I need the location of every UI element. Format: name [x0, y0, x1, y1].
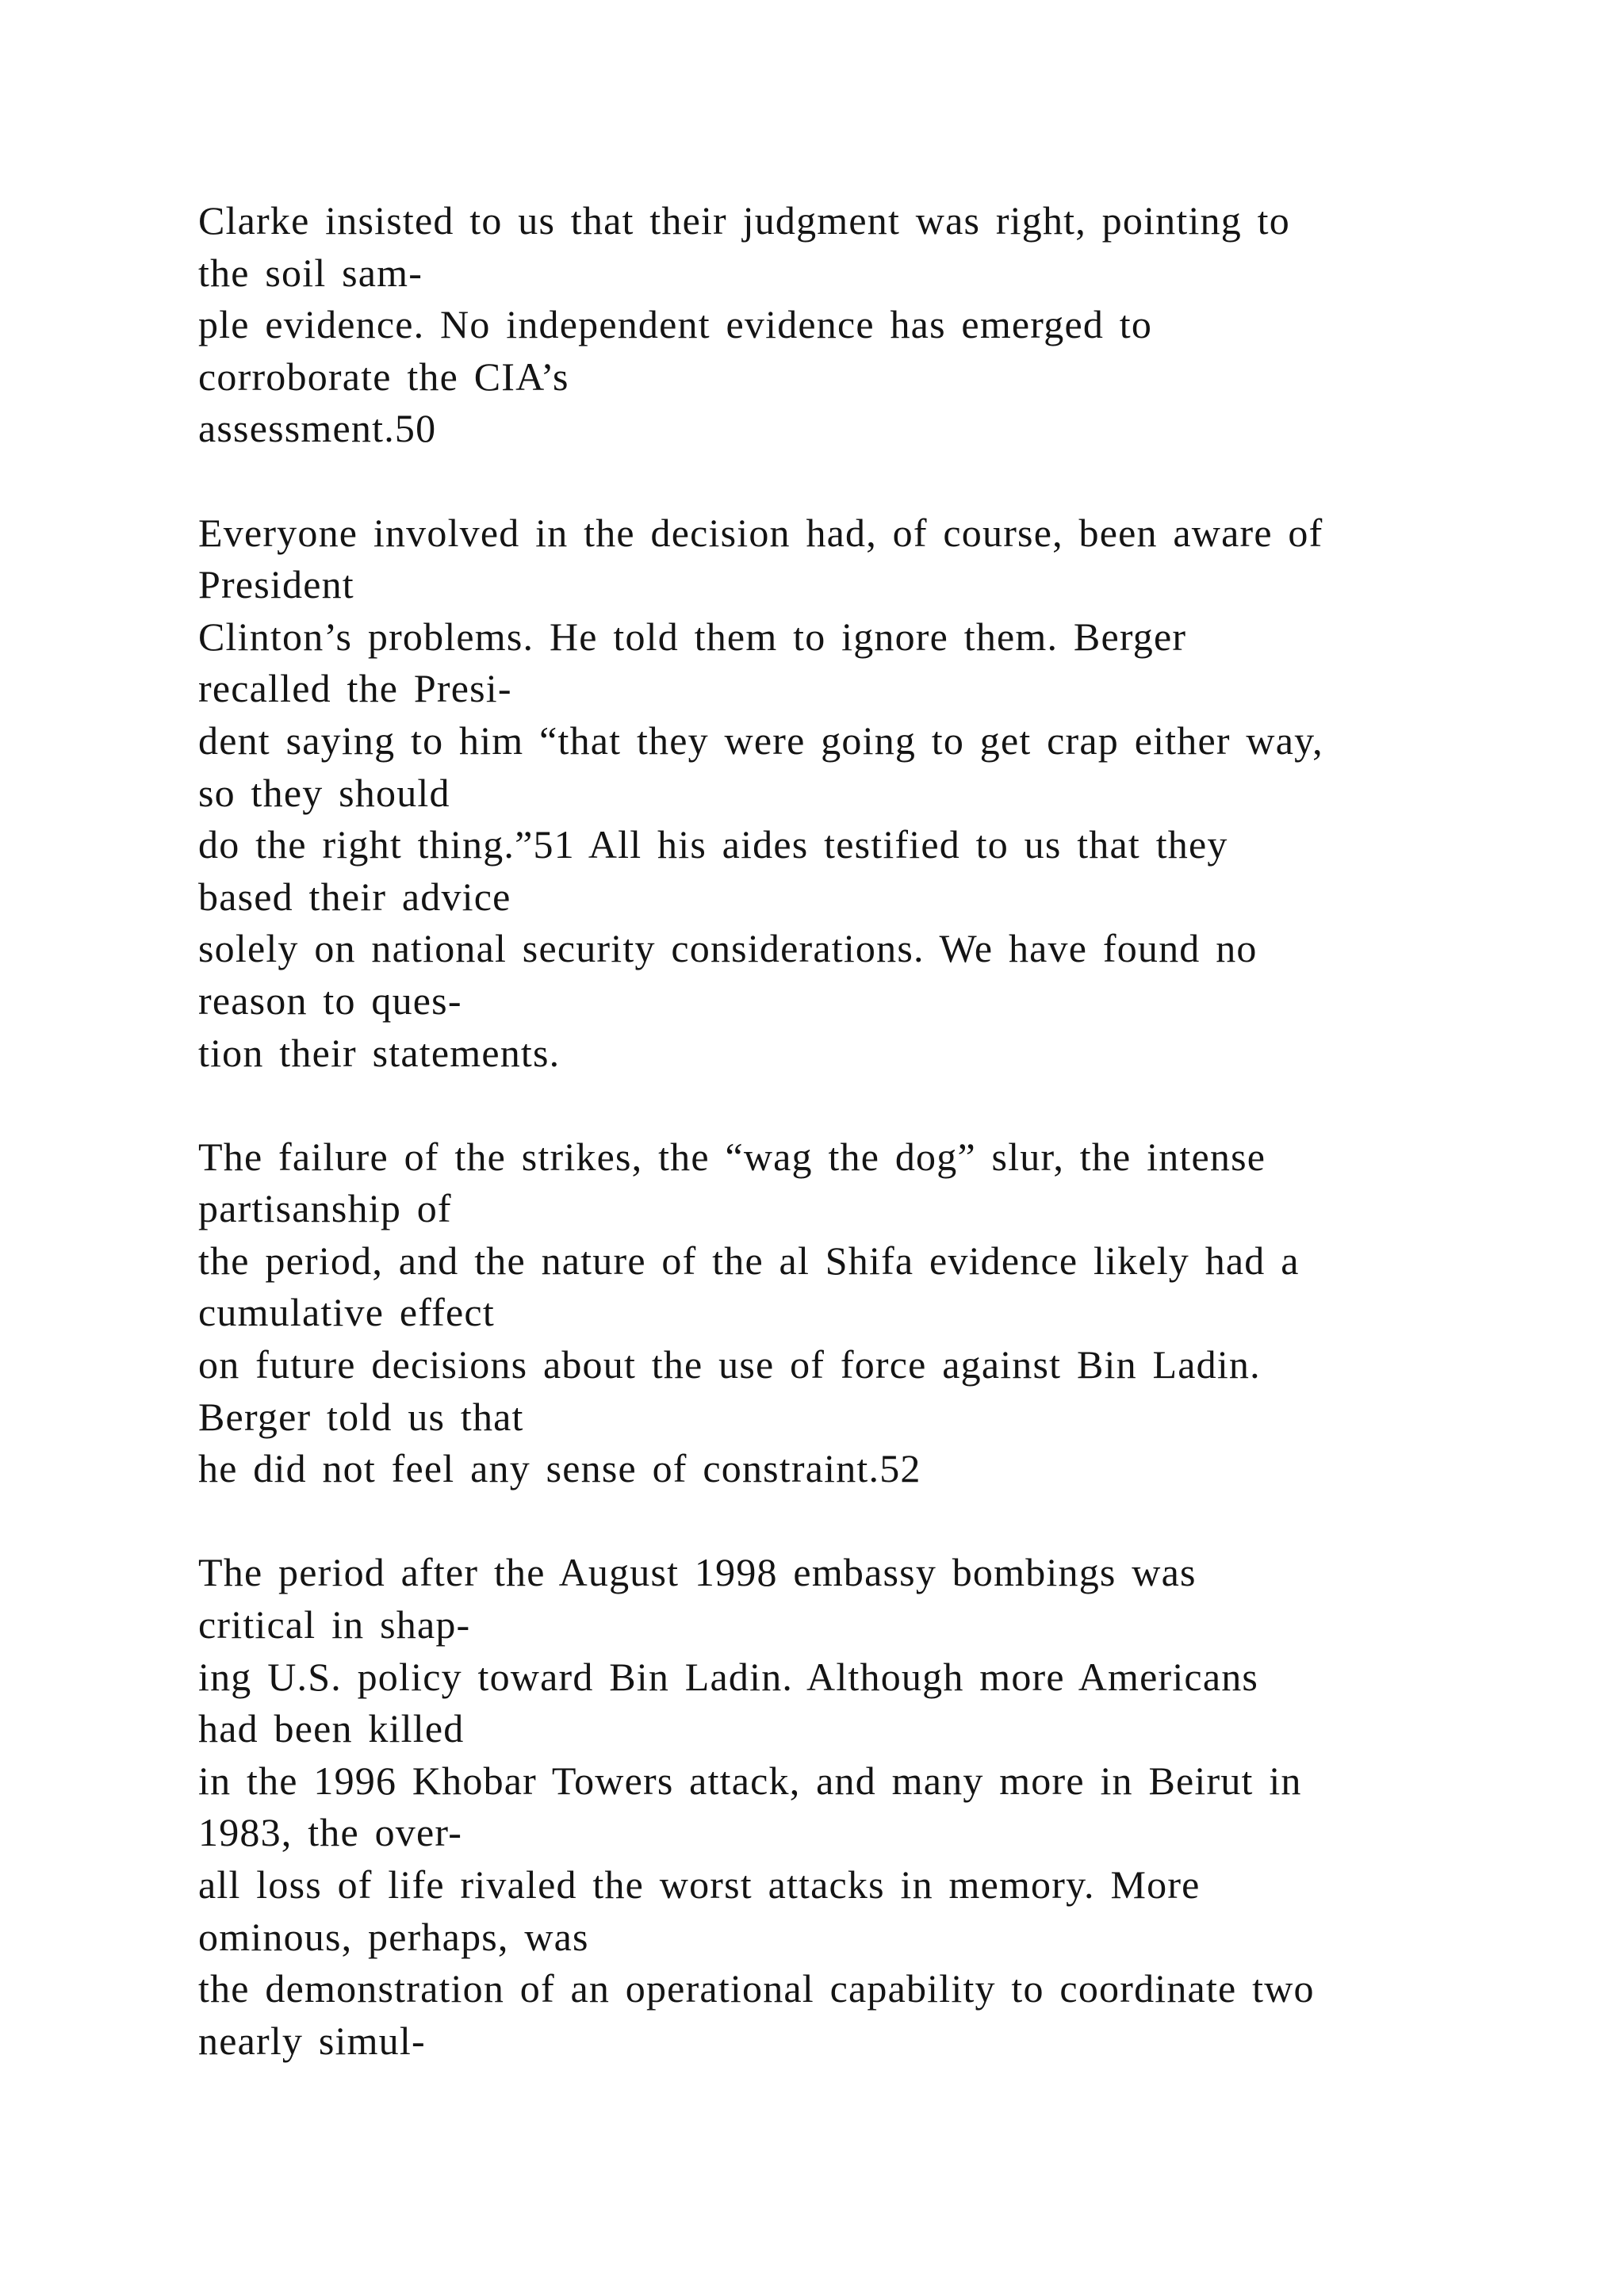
text-line: assessment.50 — [198, 406, 437, 451]
text-line: reason to ques- — [198, 978, 462, 1023]
text-line: partisanship of — [198, 1186, 452, 1231]
text-line: corroborate the CIA’s — [198, 354, 569, 399]
text-line: Clarke insisted to us that their judgment was right, pointing to — [198, 198, 1290, 243]
text-line: dent saying to him “that they were going to get crap either way, — [198, 718, 1323, 763]
text-line: ing U.S. policy toward Bin Ladin. Although more Americans — [198, 1654, 1259, 1699]
text-line: Everyone involved in the decision had, of course, been aware of — [198, 510, 1323, 555]
text-line: he did not feel any sense of constraint.52 — [198, 1446, 921, 1491]
text-line: the demonstration of an operational capability to coordinate two — [198, 1966, 1315, 2011]
text-line: President — [198, 562, 354, 607]
body-text — [198, 195, 1507, 2119]
text-line: so they should — [198, 770, 450, 815]
text-line: solely on national security considerations. We have found no — [198, 926, 1258, 971]
paragraph-clarke-judgment — [198, 195, 1507, 455]
text-line: cumulative effect — [198, 1290, 495, 1335]
paragraph-period-after-bombings — [198, 1547, 1507, 2067]
text-line: on future decisions about the use of force against Bin Ladin. — [198, 1342, 1261, 1387]
text-line: The failure of the strikes, the “wag the dog” slur, the intense — [198, 1134, 1266, 1179]
text-line: ple evidence. No independent evidence has emerged to — [198, 302, 1153, 347]
paragraph-failure-of-strikes — [198, 1131, 1507, 1495]
text-line: Berger told us that — [198, 1394, 524, 1439]
text-line: all loss of life rivaled the worst attacks in memory. More — [198, 1862, 1201, 1907]
text-line: the soil sam- — [198, 250, 423, 295]
text-line: critical in shap- — [198, 1602, 471, 1647]
text-line: in the 1996 Khobar Towers attack, and many more in Beirut in — [198, 1758, 1302, 1803]
text-line: had been killed — [198, 1706, 465, 1751]
text-line: do the right thing.”51 All his aides testified to us that they — [198, 822, 1228, 867]
text-line: nearly simul- — [198, 2018, 426, 2063]
text-line: the period, and the nature of the al Shifa evidence likely had a — [198, 1238, 1300, 1283]
text-line: The period after the August 1998 embassy bombings was — [198, 1550, 1197, 1595]
text-line: recalled the Presi- — [198, 666, 512, 711]
text-line: tion their statements. — [198, 1030, 561, 1075]
text-line: ominous, perhaps, was — [198, 1914, 589, 1959]
text-line: Clinton’s problems. He told them to ignore them. Berger — [198, 614, 1187, 659]
text-line: based their advice — [198, 874, 511, 919]
paragraph-clinton-problems — [198, 507, 1507, 1080]
text-line: 1983, the over- — [198, 1810, 463, 1855]
